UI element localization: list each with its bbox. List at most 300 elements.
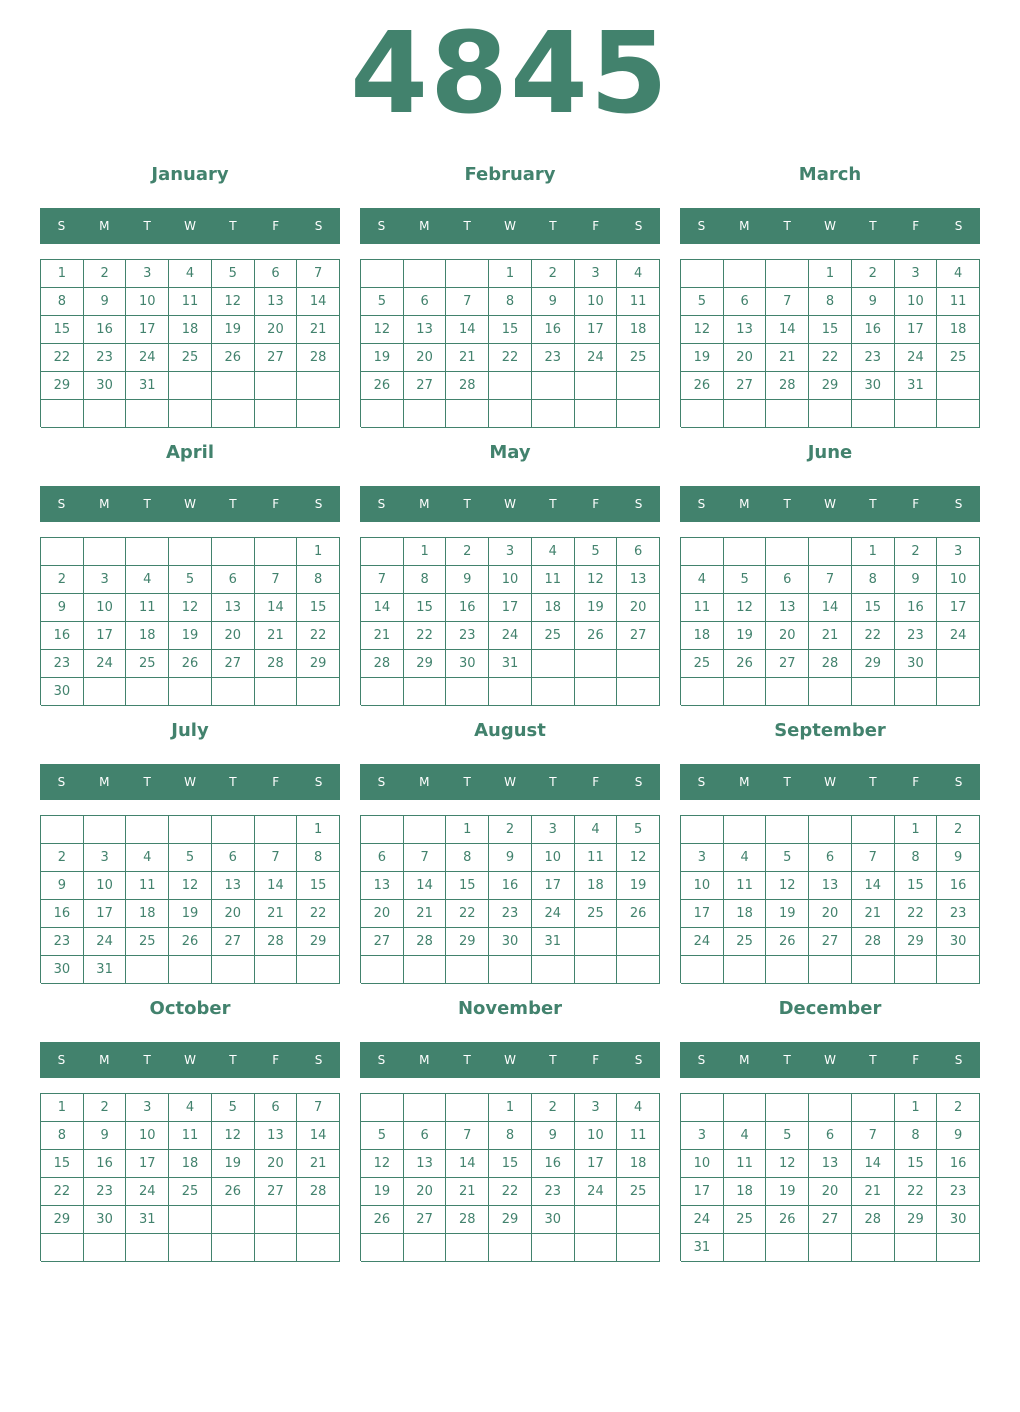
day-cell: 7: [809, 566, 852, 594]
week-row: [41, 372, 340, 400]
weekday-label: T: [463, 219, 471, 233]
weekday-label: T: [869, 1053, 877, 1067]
day-cell: 19: [766, 1178, 809, 1206]
empty-day-cell: [809, 400, 852, 428]
day-cell: 19: [724, 622, 767, 650]
weekday-label: F: [912, 1053, 920, 1067]
day-cell: 19: [575, 594, 618, 622]
day-cell: 8: [404, 566, 447, 594]
weekday-label: M: [739, 219, 750, 233]
weekday-header: [680, 1042, 980, 1078]
day-cell: 4: [532, 538, 575, 566]
day-cell: 9: [532, 288, 575, 316]
empty-day-cell: [126, 816, 169, 844]
day-cell: 7: [404, 844, 447, 872]
week-row: [41, 1094, 340, 1122]
day-cell: 21: [446, 344, 489, 372]
week-row: [41, 622, 340, 650]
day-cell: 2: [84, 1094, 127, 1122]
empty-day-cell: [532, 372, 575, 400]
day-cell: 21: [361, 622, 404, 650]
day-cell: 1: [297, 816, 340, 844]
week-row: [681, 900, 980, 928]
empty-day-cell: [126, 1234, 169, 1262]
day-cell: 28: [255, 928, 298, 956]
weekday-label: T: [869, 219, 877, 233]
day-cell: 22: [41, 1178, 84, 1206]
day-cell: 18: [126, 622, 169, 650]
weekday-label: T: [783, 775, 791, 789]
empty-day-cell: [169, 1206, 212, 1234]
day-cell: 1: [895, 1094, 938, 1122]
day-cell: 20: [255, 1150, 298, 1178]
empty-day-cell: [126, 678, 169, 706]
empty-day-cell: [617, 372, 660, 400]
day-cell: 9: [937, 1122, 980, 1150]
day-cell: 29: [404, 650, 447, 678]
day-cell: 5: [724, 566, 767, 594]
day-cell: 27: [255, 344, 298, 372]
day-cell: 25: [937, 344, 980, 372]
day-cell: 7: [852, 1122, 895, 1150]
day-cell: 30: [446, 650, 489, 678]
day-cell: 1: [895, 816, 938, 844]
empty-day-cell: [681, 260, 724, 288]
week-row: [41, 1206, 340, 1234]
day-cell: 23: [852, 344, 895, 372]
day-cell: 26: [361, 1206, 404, 1234]
empty-day-cell: [446, 260, 489, 288]
weekday-label: W: [184, 775, 196, 789]
day-cell: 23: [41, 928, 84, 956]
day-cell: 12: [169, 594, 212, 622]
empty-day-cell: [895, 1234, 938, 1262]
weekday-label: T: [143, 775, 151, 789]
empty-day-cell: [84, 538, 127, 566]
day-cell: 25: [126, 928, 169, 956]
weekday-label: S: [634, 219, 643, 233]
weekday-label: F: [272, 1053, 280, 1067]
empty-day-cell: [404, 400, 447, 428]
day-cell: 27: [361, 928, 404, 956]
day-cell: 16: [852, 316, 895, 344]
day-cell: 25: [169, 344, 212, 372]
empty-day-cell: [404, 816, 447, 844]
day-cell: 12: [681, 316, 724, 344]
empty-day-cell: [126, 956, 169, 984]
day-cell: 5: [766, 844, 809, 872]
empty-day-cell: [169, 372, 212, 400]
day-cell: 11: [617, 1122, 660, 1150]
day-cell: 3: [84, 844, 127, 872]
day-cell: 11: [532, 566, 575, 594]
week-row: [41, 900, 340, 928]
week-row: [361, 956, 660, 984]
empty-day-cell: [617, 400, 660, 428]
empty-day-cell: [255, 538, 298, 566]
empty-day-cell: [41, 400, 84, 428]
day-cell: 4: [126, 566, 169, 594]
week-row: [361, 288, 660, 316]
day-cell: 14: [809, 594, 852, 622]
day-cell: 4: [724, 1122, 767, 1150]
day-cell: 8: [297, 566, 340, 594]
day-cell: 21: [297, 316, 340, 344]
empty-day-cell: [297, 1206, 340, 1234]
week-row: [41, 928, 340, 956]
day-cell: 26: [169, 928, 212, 956]
day-cell: 24: [681, 1206, 724, 1234]
day-cell: 29: [41, 372, 84, 400]
day-grid: [680, 259, 980, 427]
weekday-label: W: [184, 497, 196, 511]
week-row: [681, 1150, 980, 1178]
day-cell: 9: [41, 872, 84, 900]
day-cell: 26: [169, 650, 212, 678]
day-cell: 28: [852, 928, 895, 956]
day-cell: 2: [489, 816, 532, 844]
day-cell: 11: [575, 844, 618, 872]
day-cell: 18: [724, 900, 767, 928]
day-cell: 10: [681, 872, 724, 900]
day-cell: 14: [255, 594, 298, 622]
day-cell: 4: [169, 260, 212, 288]
week-row: [681, 1234, 980, 1262]
day-cell: 11: [126, 872, 169, 900]
weekday-label: W: [184, 219, 196, 233]
weekday-label: S: [314, 497, 323, 511]
week-row: [361, 1178, 660, 1206]
day-cell: 10: [575, 288, 618, 316]
empty-day-cell: [255, 816, 298, 844]
day-cell: 22: [404, 622, 447, 650]
empty-day-cell: [84, 678, 127, 706]
week-row: [361, 1122, 660, 1150]
empty-day-cell: [575, 400, 618, 428]
day-cell: 13: [766, 594, 809, 622]
day-cell: 2: [84, 260, 127, 288]
weekday-label: F: [592, 219, 600, 233]
weekday-label: T: [229, 1053, 237, 1067]
weekday-label: S: [697, 775, 706, 789]
weekday-header: [40, 1042, 340, 1078]
day-cell: 23: [84, 1178, 127, 1206]
day-cell: 31: [681, 1234, 724, 1262]
week-row: [41, 538, 340, 566]
day-cell: 19: [212, 316, 255, 344]
weekday-header: [40, 208, 340, 244]
day-cell: 24: [937, 622, 980, 650]
day-cell: 5: [575, 538, 618, 566]
empty-day-cell: [404, 1094, 447, 1122]
day-cell: 2: [937, 1094, 980, 1122]
day-cell: 31: [126, 1206, 169, 1234]
empty-day-cell: [41, 538, 84, 566]
day-cell: 1: [809, 260, 852, 288]
week-row: [361, 872, 660, 900]
day-cell: 12: [169, 872, 212, 900]
weekday-label: M: [739, 497, 750, 511]
day-cell: 23: [937, 900, 980, 928]
day-cell: 13: [255, 288, 298, 316]
week-row: [361, 1094, 660, 1122]
day-cell: 7: [852, 844, 895, 872]
day-cell: 6: [255, 1094, 298, 1122]
weekday-label: F: [592, 1053, 600, 1067]
day-grid: [40, 815, 340, 983]
week-row: [41, 1122, 340, 1150]
empty-day-cell: [361, 1094, 404, 1122]
week-row: [361, 622, 660, 650]
empty-day-cell: [255, 1234, 298, 1262]
day-cell: 29: [852, 650, 895, 678]
weekday-label: T: [463, 1053, 471, 1067]
day-cell: 27: [809, 1206, 852, 1234]
day-cell: 6: [809, 844, 852, 872]
weekday-label: S: [314, 775, 323, 789]
weekday-label: S: [634, 775, 643, 789]
empty-day-cell: [126, 538, 169, 566]
empty-day-cell: [169, 956, 212, 984]
week-row: [361, 594, 660, 622]
day-cell: 25: [681, 650, 724, 678]
day-cell: 18: [169, 1150, 212, 1178]
day-cell: 20: [255, 316, 298, 344]
week-row: [361, 316, 660, 344]
day-cell: 24: [681, 928, 724, 956]
weekday-label: S: [377, 775, 386, 789]
day-cell: 11: [724, 872, 767, 900]
empty-day-cell: [852, 956, 895, 984]
day-cell: 16: [489, 872, 532, 900]
weekday-label: F: [912, 219, 920, 233]
day-cell: 11: [937, 288, 980, 316]
week-row: [41, 1150, 340, 1178]
day-cell: 27: [404, 372, 447, 400]
weekday-label: T: [869, 775, 877, 789]
day-cell: 22: [297, 900, 340, 928]
day-cell: 22: [852, 622, 895, 650]
empty-day-cell: [446, 1094, 489, 1122]
day-cell: 21: [766, 344, 809, 372]
empty-day-cell: [169, 678, 212, 706]
day-grid: [360, 259, 660, 427]
day-cell: 17: [84, 900, 127, 928]
day-cell: 26: [212, 1178, 255, 1206]
day-cell: 21: [404, 900, 447, 928]
day-cell: 16: [446, 594, 489, 622]
empty-day-cell: [489, 678, 532, 706]
empty-day-cell: [809, 1234, 852, 1262]
empty-day-cell: [212, 1234, 255, 1262]
day-cell: 8: [41, 288, 84, 316]
empty-day-cell: [895, 400, 938, 428]
week-row: [41, 316, 340, 344]
month-title: March: [798, 164, 862, 185]
day-cell: 17: [575, 1150, 618, 1178]
day-cell: 18: [575, 872, 618, 900]
day-cell: 4: [617, 1094, 660, 1122]
day-cell: 1: [297, 538, 340, 566]
weekday-label: S: [954, 497, 963, 511]
day-cell: 9: [852, 288, 895, 316]
day-cell: 13: [212, 594, 255, 622]
day-cell: 9: [84, 1122, 127, 1150]
week-row: [681, 594, 980, 622]
day-cell: 16: [532, 316, 575, 344]
empty-day-cell: [681, 1094, 724, 1122]
empty-day-cell: [766, 538, 809, 566]
empty-day-cell: [169, 400, 212, 428]
weekday-header: [360, 1042, 660, 1078]
day-cell: 17: [489, 594, 532, 622]
weekday-label: S: [314, 219, 323, 233]
day-cell: 29: [41, 1206, 84, 1234]
day-cell: 25: [575, 900, 618, 928]
day-cell: 2: [446, 538, 489, 566]
empty-day-cell: [361, 538, 404, 566]
week-row: [361, 260, 660, 288]
day-cell: 9: [446, 566, 489, 594]
weekday-label: F: [592, 775, 600, 789]
weekday-label: M: [739, 1053, 750, 1067]
day-cell: 13: [724, 316, 767, 344]
day-cell: 3: [681, 1122, 724, 1150]
day-cell: 25: [724, 928, 767, 956]
day-cell: 4: [575, 816, 618, 844]
day-cell: 5: [169, 844, 212, 872]
weekday-label: T: [463, 497, 471, 511]
empty-day-cell: [212, 372, 255, 400]
empty-day-cell: [255, 1206, 298, 1234]
day-cell: 29: [297, 928, 340, 956]
week-row: [681, 1094, 980, 1122]
day-cell: 2: [41, 844, 84, 872]
empty-day-cell: [766, 1234, 809, 1262]
day-cell: 2: [532, 260, 575, 288]
weekday-label: T: [869, 497, 877, 511]
day-cell: 28: [361, 650, 404, 678]
empty-day-cell: [169, 816, 212, 844]
empty-day-cell: [766, 260, 809, 288]
week-row: [681, 1178, 980, 1206]
day-cell: 1: [852, 538, 895, 566]
empty-day-cell: [575, 1234, 618, 1262]
day-cell: 23: [532, 344, 575, 372]
day-cell: 3: [937, 538, 980, 566]
day-cell: 3: [126, 260, 169, 288]
empty-day-cell: [575, 956, 618, 984]
month-title: June: [807, 442, 853, 463]
empty-day-cell: [852, 1094, 895, 1122]
day-cell: 14: [297, 1122, 340, 1150]
day-cell: 5: [681, 288, 724, 316]
day-cell: 24: [84, 928, 127, 956]
day-grid: [360, 815, 660, 983]
day-cell: 22: [895, 1178, 938, 1206]
day-cell: 21: [255, 900, 298, 928]
day-cell: 26: [575, 622, 618, 650]
day-cell: 3: [489, 538, 532, 566]
day-cell: 22: [809, 344, 852, 372]
day-cell: 18: [126, 900, 169, 928]
day-cell: 18: [169, 316, 212, 344]
empty-day-cell: [724, 1234, 767, 1262]
day-cell: 25: [724, 1206, 767, 1234]
empty-day-cell: [617, 650, 660, 678]
day-cell: 21: [852, 1178, 895, 1206]
day-cell: 19: [766, 900, 809, 928]
empty-day-cell: [937, 372, 980, 400]
empty-day-cell: [724, 956, 767, 984]
weekday-label: M: [419, 1053, 430, 1067]
weekday-label: S: [697, 219, 706, 233]
day-cell: 30: [895, 650, 938, 678]
empty-day-cell: [297, 400, 340, 428]
day-cell: 16: [84, 316, 127, 344]
day-cell: 8: [446, 844, 489, 872]
empty-day-cell: [617, 928, 660, 956]
day-cell: 28: [766, 372, 809, 400]
empty-day-cell: [681, 956, 724, 984]
day-cell: 6: [255, 260, 298, 288]
day-cell: 12: [361, 316, 404, 344]
empty-day-cell: [617, 678, 660, 706]
day-cell: 15: [404, 594, 447, 622]
day-cell: 7: [297, 1094, 340, 1122]
day-cell: 12: [766, 872, 809, 900]
day-cell: 7: [255, 844, 298, 872]
day-cell: 15: [852, 594, 895, 622]
day-cell: 27: [617, 622, 660, 650]
weekday-label: S: [634, 497, 643, 511]
empty-day-cell: [937, 678, 980, 706]
day-cell: 11: [724, 1150, 767, 1178]
day-cell: 19: [361, 1178, 404, 1206]
weekday-label: T: [549, 219, 557, 233]
day-cell: 25: [169, 1178, 212, 1206]
weekday-label: W: [504, 219, 516, 233]
day-cell: 23: [937, 1178, 980, 1206]
weekday-label: W: [184, 1053, 196, 1067]
day-cell: 25: [126, 650, 169, 678]
empty-day-cell: [937, 956, 980, 984]
weekday-label: W: [824, 1053, 836, 1067]
empty-day-cell: [212, 956, 255, 984]
day-cell: 17: [681, 1178, 724, 1206]
day-cell: 8: [852, 566, 895, 594]
empty-day-cell: [126, 400, 169, 428]
weekday-label: T: [143, 1053, 151, 1067]
day-cell: 22: [41, 344, 84, 372]
day-cell: 13: [617, 566, 660, 594]
week-row: [41, 844, 340, 872]
day-cell: 9: [895, 566, 938, 594]
empty-day-cell: [895, 956, 938, 984]
empty-day-cell: [575, 650, 618, 678]
day-cell: 22: [489, 344, 532, 372]
weekday-label: T: [229, 775, 237, 789]
day-grid: [680, 1093, 980, 1261]
day-cell: 31: [489, 650, 532, 678]
weekday-label: S: [57, 1053, 66, 1067]
day-cell: 20: [617, 594, 660, 622]
week-row: [681, 844, 980, 872]
day-cell: 10: [532, 844, 575, 872]
day-cell: 26: [766, 928, 809, 956]
day-cell: 21: [852, 900, 895, 928]
weekday-label: T: [463, 775, 471, 789]
